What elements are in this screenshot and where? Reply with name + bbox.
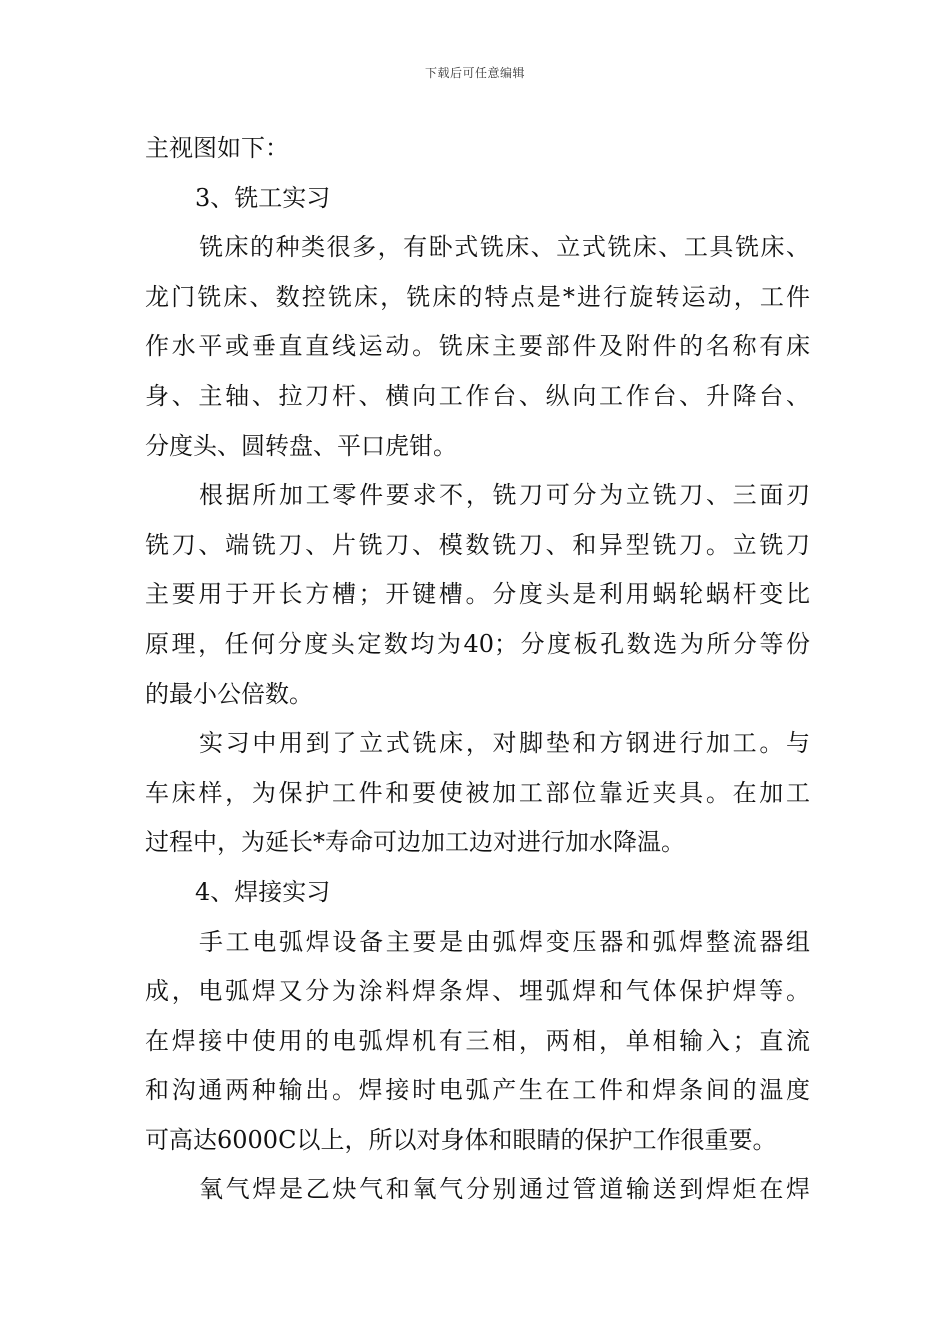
text-line: 过程中，为延长*寿命可边加工边对进行加水降温。 — [145, 828, 685, 857]
text-line: 主要用于开长方槽；开键槽。分度头是利用蜗轮蜗杆变比 — [145, 580, 810, 609]
text-line: 作水平或垂直直线运动。铣床主要部件及附件的名称有床 — [145, 332, 810, 361]
text-line: 铣刀、端铣刀、片铣刀、模数铣刀、和异型铣刀。立铣刀 — [145, 530, 810, 559]
section-heading-milling: 3、铣工实习 — [195, 183, 331, 212]
text-line: 原理，任何分度头定数均为40；分度板孔数选为所分等份 — [145, 629, 810, 658]
text-line: 的最小公倍数。 — [145, 679, 313, 708]
section-heading-welding: 4、焊接实习 — [195, 877, 331, 906]
text-line: 龙门铣床、数控铣床，铣床的特点是*进行旋转运动，工件 — [145, 282, 810, 311]
text-line: 分度头、圆转盘、平口虎钳。 — [145, 431, 457, 460]
text-line: 在焊接中使用的电弧焊机有三相，两相，单相输入；直流 — [145, 1026, 810, 1055]
text-line: 主视图如下： — [145, 134, 289, 162]
text-line: 根据所加工零件要求不，铣刀可分为立铣刀、三面刃 — [199, 481, 810, 510]
text-line: 氧气焊是乙炔气和氧气分别通过管道输送到焊炬在焊 — [199, 1175, 810, 1204]
text-line: 和沟通两种输出。焊接时电弧产生在工件和焊条间的温度 — [145, 1076, 810, 1105]
text-line: 车床样，为保护工件和要使被加工部位靠近夹具。在加工 — [145, 778, 810, 807]
page-header: 下载后可任意编辑 — [424, 66, 525, 80]
text-line: 手工电弧焊设备主要是由弧焊变压器和弧焊整流器组 — [199, 927, 810, 956]
text-line: 实习中用到了立式铣床，对脚垫和方钢进行加工。与 — [199, 729, 810, 758]
document-body — [145, 124, 810, 1215]
text-line: 成，电弧焊又分为涂料焊条焊、埋弧焊和气体保护焊等。 — [145, 977, 810, 1006]
text-line: 可高达6000C以上，所以对身体和眼睛的保护工作很重要。 — [145, 1125, 777, 1154]
text-line: 身、主轴、拉刀杆、横向工作台、纵向工作台、升降台、 — [145, 381, 810, 410]
text-line: 铣床的种类很多，有卧式铣床、立式铣床、工具铣床、 — [199, 233, 810, 262]
